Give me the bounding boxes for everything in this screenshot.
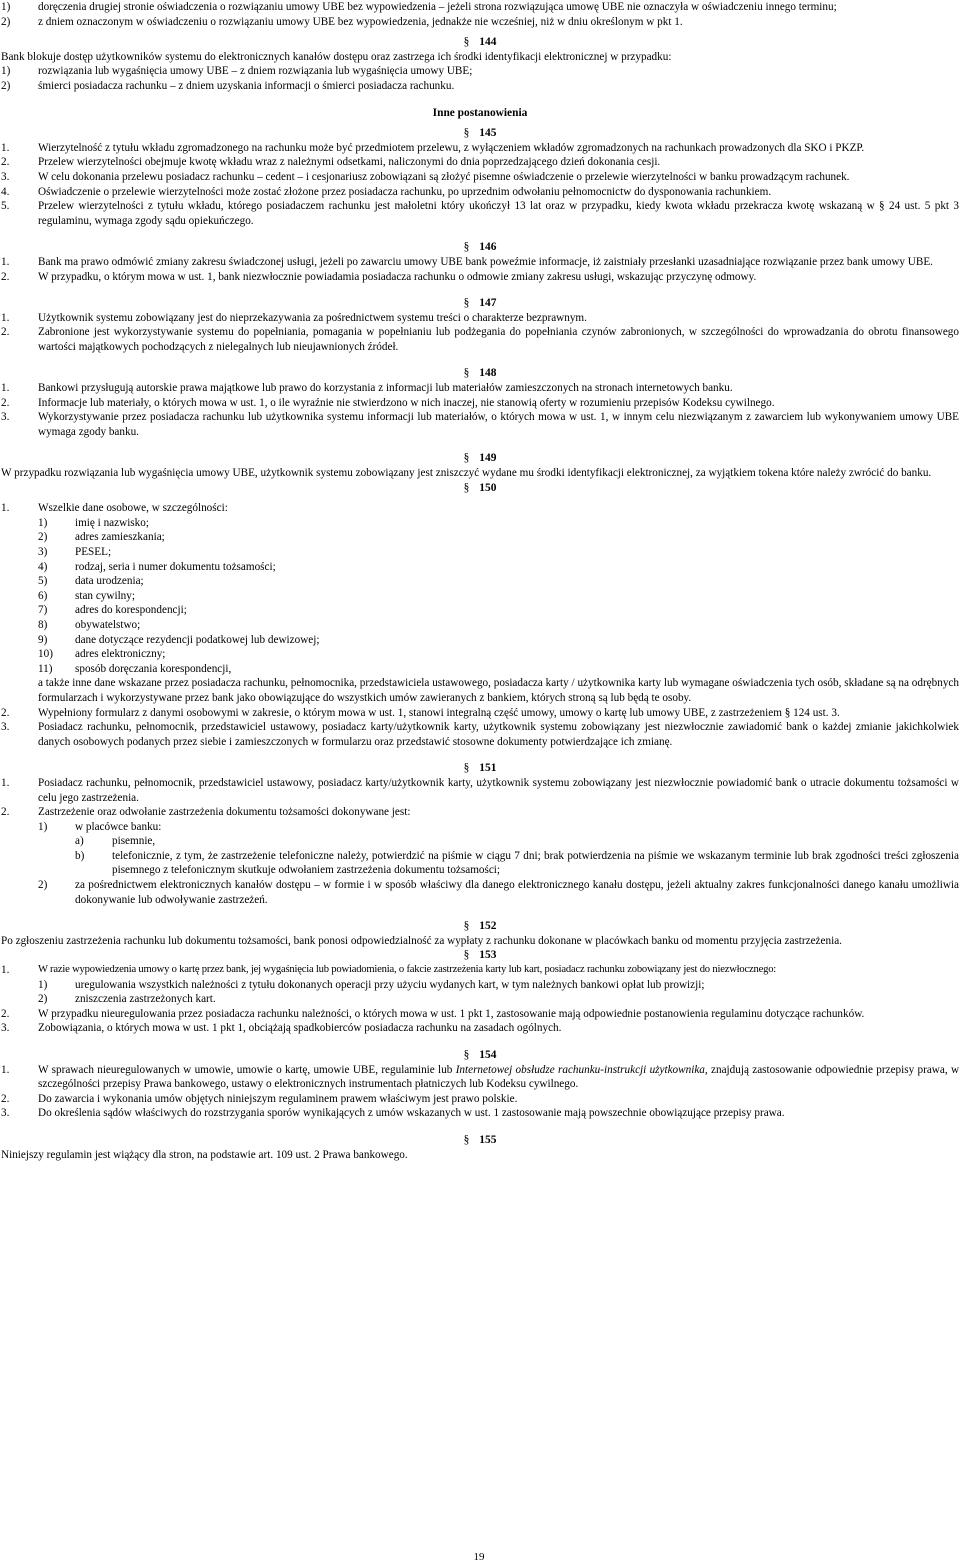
section-heading-151: § 151 [463,762,497,775]
list-item: 1) imię i nazwisko; [38,516,149,529]
list-item: 6) stan cywilny; [38,589,135,602]
list-item: 8) obywatelstwo; [38,618,141,631]
list-item: 1. W sprawach nieuregulowanych w umowie, umowie o kartę, umowie UBE, regulaminie lub Internetowej obsłudze rachunku-instrukcji użytkownika, znajdują zastosowanie odpowiednie przepisy prawa, w szczególności przepisy Prawa bankowego, ustawy o elektronicznych instrumentach płatniczych lub Kodeksu cywilnego. [1,1063,960,1091]
list-item: 1. Wierzytelność z tytułu wkładu zgromadzonego na rachunku może być przedmiotem przelewu, z wyłączeniem wkładów zgromadzonych na rachunkach prowadzonych dla SKO i PKZP. [1,141,865,154]
list-item: 1. Użytkownik systemu zobowiązany jest do nieprzekazywania za pośrednictwem systemu treści o charakterze bezprawnym. [1,311,587,324]
list-item: 7) adres do korespondencji; [38,604,187,617]
list-item: 3. Do określenia sądów właściwych do rozstrzygania sporów wynikających z umów wskazanych w ust. 1 zastosowanie mają powszechnie obowiązujące przepisy prawa. [1,1107,785,1120]
section-heading-153: § 153 [463,949,497,962]
list-item: 1) uregulowania wszystkich należności z tytułu dokonanych operacji przy użyciu wydanych kart, w tym należnych bankowi opłat lub prowizji; [38,978,705,991]
intro-list [1,0,959,29]
list-item: 2. Wypełniony formularz z danymi osobowymi w zakresie, o którym mowa w ust. 1, stanowi integralną część umowy, umowy o kartę lub umowy UBE, z zastrzeżeniem § 124 ust. 3. [1,706,840,719]
list-item: 9) dane dotyczące rezydencji podatkowej lub dewizowej; [38,633,320,646]
list-item: 2) za pośrednictwem elektronicznych kanałów dostępu – w formie i w sposób właściwy dla danego elektronicznego kanału dostępu, jeżeli aktualny zakres funkcjonalności danego kanału umożliwia dokonywanie lub odwoływanie zastrzeżeń. [38,879,959,906]
paragraph: W przypadku rozwiązania lub wygaśnięcia umowy UBE, użytkownik systemu zobowiązany jest zniszczyć wydane mu środki identyfikacji elektronicznej, za wyjątkiem tokena które należy zwrócić do banku. [1,467,932,480]
paragraph: a także inne dane wskazane przez posiadacza rachunku, pełnomocnika, przedstawiciela ustawowego, posiadacza karty / użytkownika karty lub wymagane oświadczenia tych osób, składane są na odrębnych formularzach i wykorzystywane przez bank jako obowiązujące do wszystkich umów zawieranych z bankiem, których stroną są lub będą te osoby. [38,677,959,704]
list-item: 1. Bankowi przysługują autorskie prawa majątkowe lub prawo do korzystania z informacji lub materiałów zamieszczonych na stronach internetowych banku. [1,382,733,395]
list-item: 2) zniszczenia zastrzeżonych kart. [38,993,216,1006]
page-number: 19 [473,1551,485,1563]
list-item: a) pisemnie, [75,835,156,848]
paragraph: Niniejszy regulamin jest wiążący dla stron, na podstawie art. 109 ust. 2 Prawa bankowego. [1,1148,408,1161]
section-heading-148: § 148 [463,367,497,380]
list-item: 1. Bank ma prawo odmówić zmiany zakresu świadczonej usługi, jeżeli po zawarciu umowy UBE bank poweźmie informacje, iż zaistniały przesłanki uzasadniające rozwiązanie przez bank umowy UBE. [1,255,933,268]
list-item: 2) śmierci posiadacza rachunku – z dniem uzyskania informacji o śmierci posiadacza rachunku. [1,79,455,92]
list-item: 2. Zastrzeżenie oraz odwołanie zastrzeżenia dokumentu tożsamości dokonywane jest: [1,806,411,819]
list-item: 1. W razie wypowiedzenia umowy o kartę przez bank, jej wygaśnięcia lub powiadomienia, o fakcie zastrzeżenia karty lub kart, posiadacz rachunku zobowiązany jest do niezwłocznego: [1,964,777,977]
section-heading-145: § 145 [463,127,497,140]
section-heading-155: § 155 [463,1133,497,1146]
list-item: 2. W przypadku, o którym mowa w ust. 1, bank niezwłocznie powiadamia posiadacza rachunku o odmowie zmiany zakresu usługi, wskazując przyczynę odmowy. [1,270,757,283]
list-item: 3. W celu dokonania przelewu posiadacz rachunku – cedent – i cesjonariusz zobowiązani są złożyć pisemne oświadczenie o przelewie wierzytelności w banku prowadzącym rachunek. [1,170,850,183]
list-item: 1) w placówce banku: [38,820,162,833]
paragraph: Bank blokuje dostęp użytkowników systemu do elektronicznych kanałów dostępu oraz zastrzega ich środki identyfikacji elektronicznej w przypadku: [1,50,672,63]
list-item: 2. Do zawarcia i wykonania umów objętych niniejszym regulaminem prawem właściwym jest prawo polskie. [1,1092,518,1105]
list-item: 2. Zabronione jest wykorzystywanie systemu do popełniania, pomagania w popełnianiu lub podżegania do popełniania czynów zabronionych, w szczególności do wprowadzania do obrotu finansowego wartości majątkowych pochodzących z nielegalnych lub nieujawnionych źródeł. [1,326,959,353]
chapter-title: Inne postanowienia [432,106,528,119]
list-item: 3) PESEL; [38,546,112,558]
section-heading-146: § 146 [463,241,497,254]
personal-data-list [1,516,959,677]
list-item: 1. Wszelkie dane osobowe, w szczególności: [1,502,228,515]
list-item: 4) rodzaj, seria i numer dokumentu tożsamości; [38,560,276,573]
list-item: 2. Przelew wierzytelności obejmuje kwotę wkładu wraz z należnymi odsetkami, naliczonymi do dnia poprzedzającego dzień dokonania cesji. [1,156,661,169]
section-heading-144: § 144 [463,36,497,49]
list-item: 3. Posiadacz rachunku, pełnomocnik, przedstawiciel ustawowy, posiadacz karty/użytkownik karty, użytkownik systemu zobowiązany jest niezwłocznie zawiadomić bank o każdej zmianie jakichkolwiek danych osobowych podanych przez siebie i zamieszczonych w formularzu oraz przedstawić stosowne dokumenty potwierdzające ich zmianę. [1,721,959,748]
list-item: 11) sposób doręczania korespondencji, [38,662,232,675]
list-item: 2. W przypadku nieuregulowania przez posiadacza rachunku należności, o których mowa w ust. 1 pkt 1, zastosowanie mają odpowiednie postanowienia regulaminu dotyczące rachunków. [1,1007,865,1020]
list-item: 10) adres elektroniczny; [38,648,166,661]
list-item: 4. Oświadczenie o przelewie wierzytelności może zostać złożone przez posiadacza rachunku, po uprzednim odwołaniu pełnomocnictw do dysponowania rachunkiem. [1,185,772,198]
section-heading-154: § 154 [463,1049,497,1061]
list-item: 3. Wykorzystywanie przez posiadacza rachunku lub użytkownika systemu informacji lub materiałów, o których mowa w ust. 1, w innym celu niezwiązanym z zawarciem lub wykonywaniem umowy UBE wymaga zgody banku. [1,411,959,438]
list-item: 5. Przelew wierzytelności z tytułu wkładu, którego posiadaczem rachunku jest małoletni który ukończył 13 lat oraz w przypadku, kiedy kwota wkładu przekracza kwotę wskazaną w § 24 ust. 5 pkt 3 regulaminu, wymaga zgody sądu opiekuńczego. [1,200,959,227]
section-heading-149: § 149 [463,452,497,465]
list-item: 2. Informacje lub materiały, o których mowa w ust. 1, o ile wyraźnie nie stwierdzono w nich inaczej, nie stanowią oferty w rozumieniu przepisów Kodeksu cywilnego. [1,396,775,409]
section-heading-152: § 152 [463,920,497,933]
list-item: 2) z dniem oznaczonym w oświadczeniu o rozwiązaniu umowy UBE bez wypowiedzenia, jednakże nie wcześniej, niż w dniu określonym w pkt 1. [1,15,683,28]
list-item: 1) doręczenia drugiej stronie oświadczenia o rozwiązaniu umowy UBE bez wypowiedzenia – jeżeli strona rozwiązująca umowę UBE nie oznaczyła w oświadczeniu innego terminu; [1,1,837,13]
paragraph: Po zgłoszeniu zastrzeżenia rachunku lub dokumentu tożsamości, bank ponosi odpowiedzialność za wypłaty z rachunku dokonane w placówkach banku od momentu przyjęcia zastrzeżenia. [1,934,842,947]
list-item: b) telefonicznie, z tym, że zastrzeżenie telefoniczne należy, potwierdzić na piśmie w ciągu 7 dni; brak potwierdzenia na piśmie we wskazanym terminie lub brak zgodności treści zgłoszenia pisemnego z telefonicznym skutkuje odwołaniem zastrzeżenia dokumentu tożsamości; [75,849,959,877]
list-item: 3. Zobowiązania, o których mowa w ust. 1 pkt 1, obciążają spadkobierców posiadacza rachunku na zasadach ogólnych. [1,1022,562,1035]
list-item: 2) adres zamieszkania; [38,531,165,544]
list-item: 1. Posiadacz rachunku, pełnomocnik, przedstawiciel ustawowy, posiadacz karty/użytkownik karty, użytkownik systemu zobowiązany jest niezwłocznie powiadomić bank o utracie dokumentu tożsamości w celu jego zastrzeżenia. [1,776,959,804]
list-item: 1) rozwiązania lub wygaśnięcia umowy UBE – z dniem rozwiązania lub wygaśnięcia umowy UBE; [1,65,473,78]
list-item: 5) data urodzenia; [38,575,144,588]
section-heading-147: § 147 [463,297,497,310]
section-heading-150: § 150 [463,481,497,494]
